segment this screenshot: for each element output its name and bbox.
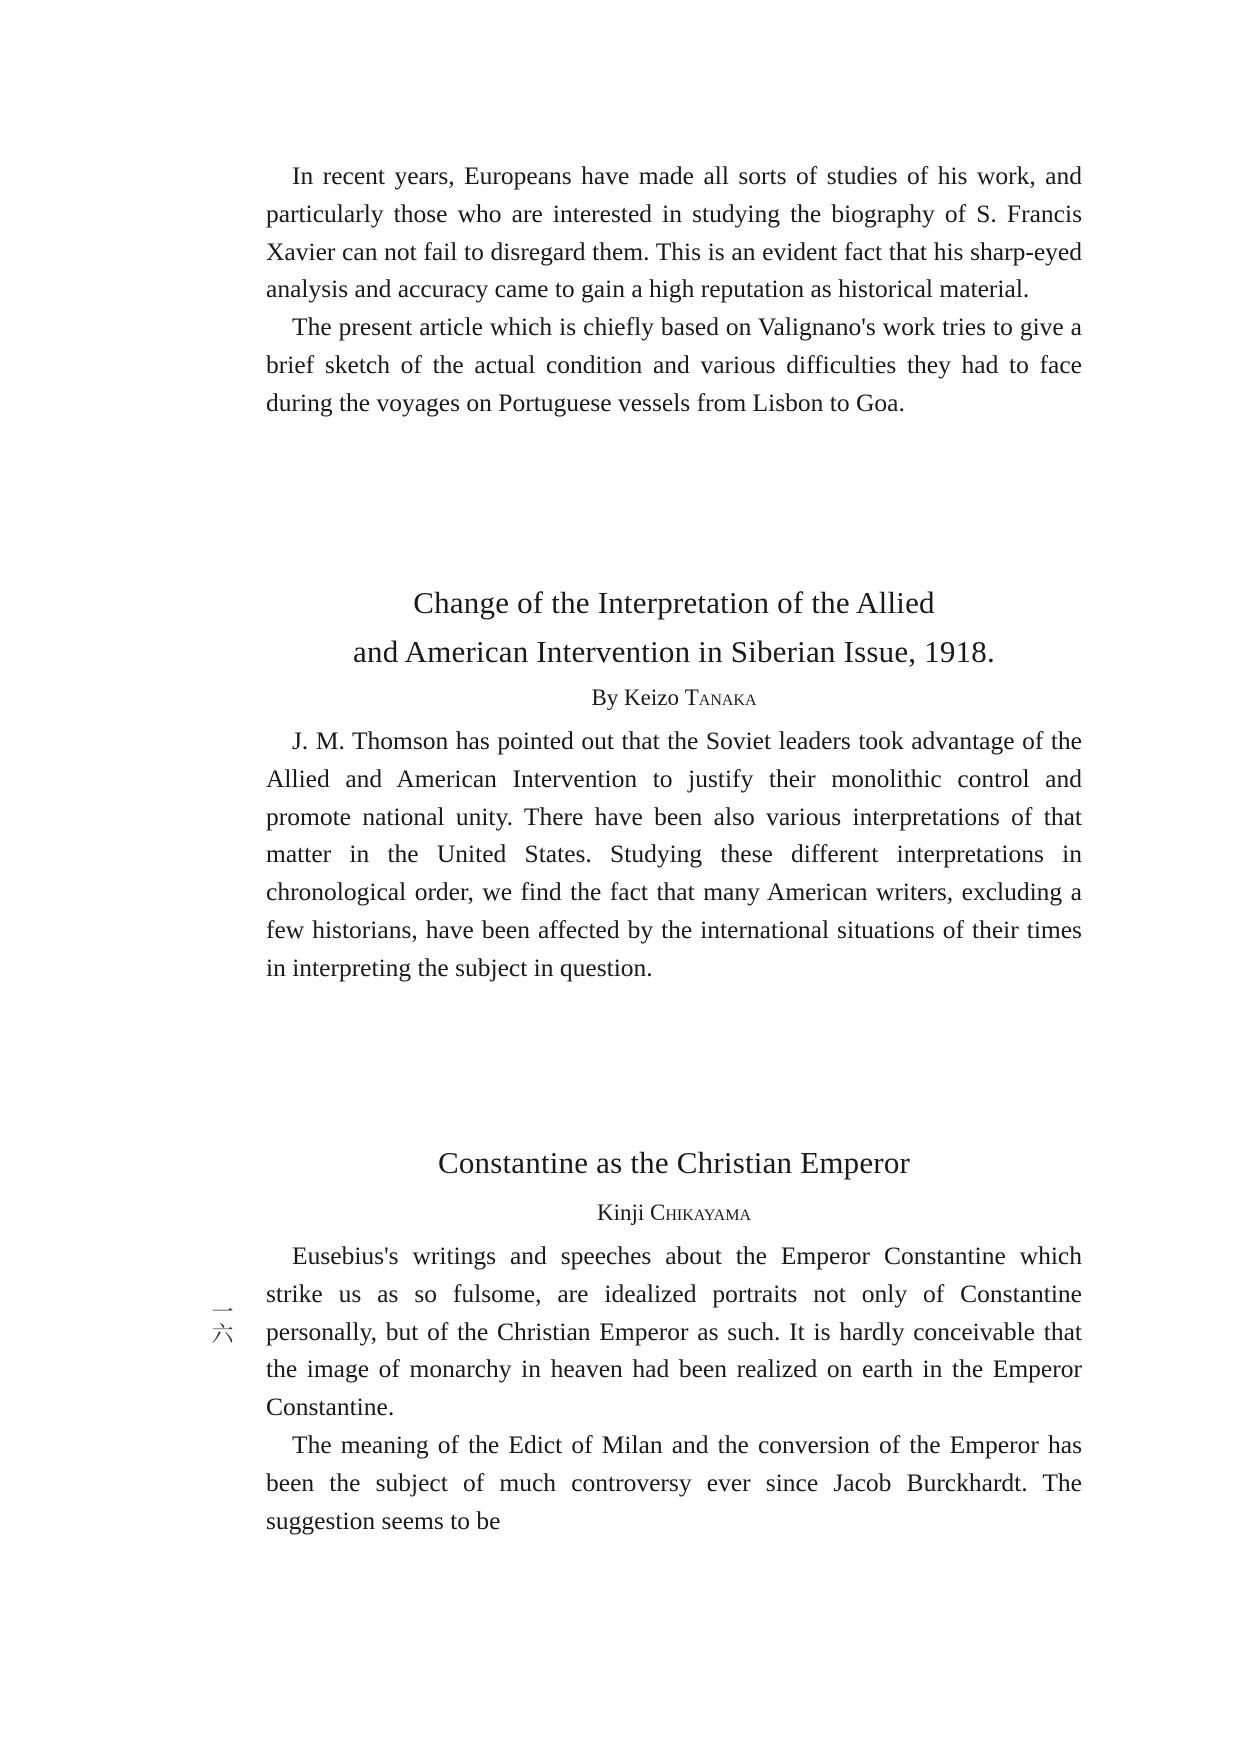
article-paragraph: J. M. Thomson has pointed out that the Soviet leaders took advantage of the Allied and American Intervention to justify their monolithic control and promote national unity. There have been also various interpretations of that matter in the United States. Studying these different interpretations in chronological order, we find the fact that many American writers, excluding a few historians, have been affected by the international situations of their times in interpreting the subject in question.	[266, 726, 1082, 982]
intro-paragraph: The present article which is chiefly based on Valignano's work tries to give a brief sketch of the actual condition and various difficulties they had to face during the voyages on Portuguese vessels from Lisbon to Goa.	[266, 312, 1082, 417]
article-title-line: Change of the Interpretation of the Allied	[413, 585, 935, 620]
article-title-line: and American Intervention in Siberian Issue, 1918.	[353, 634, 995, 669]
byline-prefix: Kinji	[596, 1200, 645, 1225]
article-chikayama	[266, 1138, 1082, 1539]
byline-surname: Chikayama	[650, 1200, 751, 1225]
intro-section	[266, 157, 1082, 422]
article-title: Constantine as the Christian Emperor	[437, 1145, 911, 1180]
byline-prefix: By Keizo	[591, 685, 679, 710]
intro-paragraph: In recent years, Europeans have made all sorts of studies of his work, and particularly those who are interested in studying the biography of S. Francis Xavier can not fail to disregard them. This is an evident fact that his sharp-eyed analysis and accuracy came to gain a high reputation as historical material.	[266, 161, 1082, 304]
page-number: 一六	[208, 1300, 233, 1344]
article-byline	[266, 1197, 1082, 1229]
article-byline	[266, 682, 1082, 714]
byline-surname: Tanaka	[684, 685, 757, 710]
article-tanaka	[266, 578, 1082, 987]
article-paragraph: Eusebius's writings and speeches about the Emperor Constantine which strike us as so fulsome, are idealized portraits not only of Constantine personally, but of the Christian Emperor as such. It is hardly conceivable that the image of monarchy in heaven had been realized on earth in the Emperor Constantine.	[266, 1241, 1082, 1422]
article-paragraph: The meaning of the Edict of Milan and the conversion of the Emperor has been the subject of much controversy ever since Jacob Burckhardt. The suggestion seems to be	[266, 1429, 1082, 1535]
